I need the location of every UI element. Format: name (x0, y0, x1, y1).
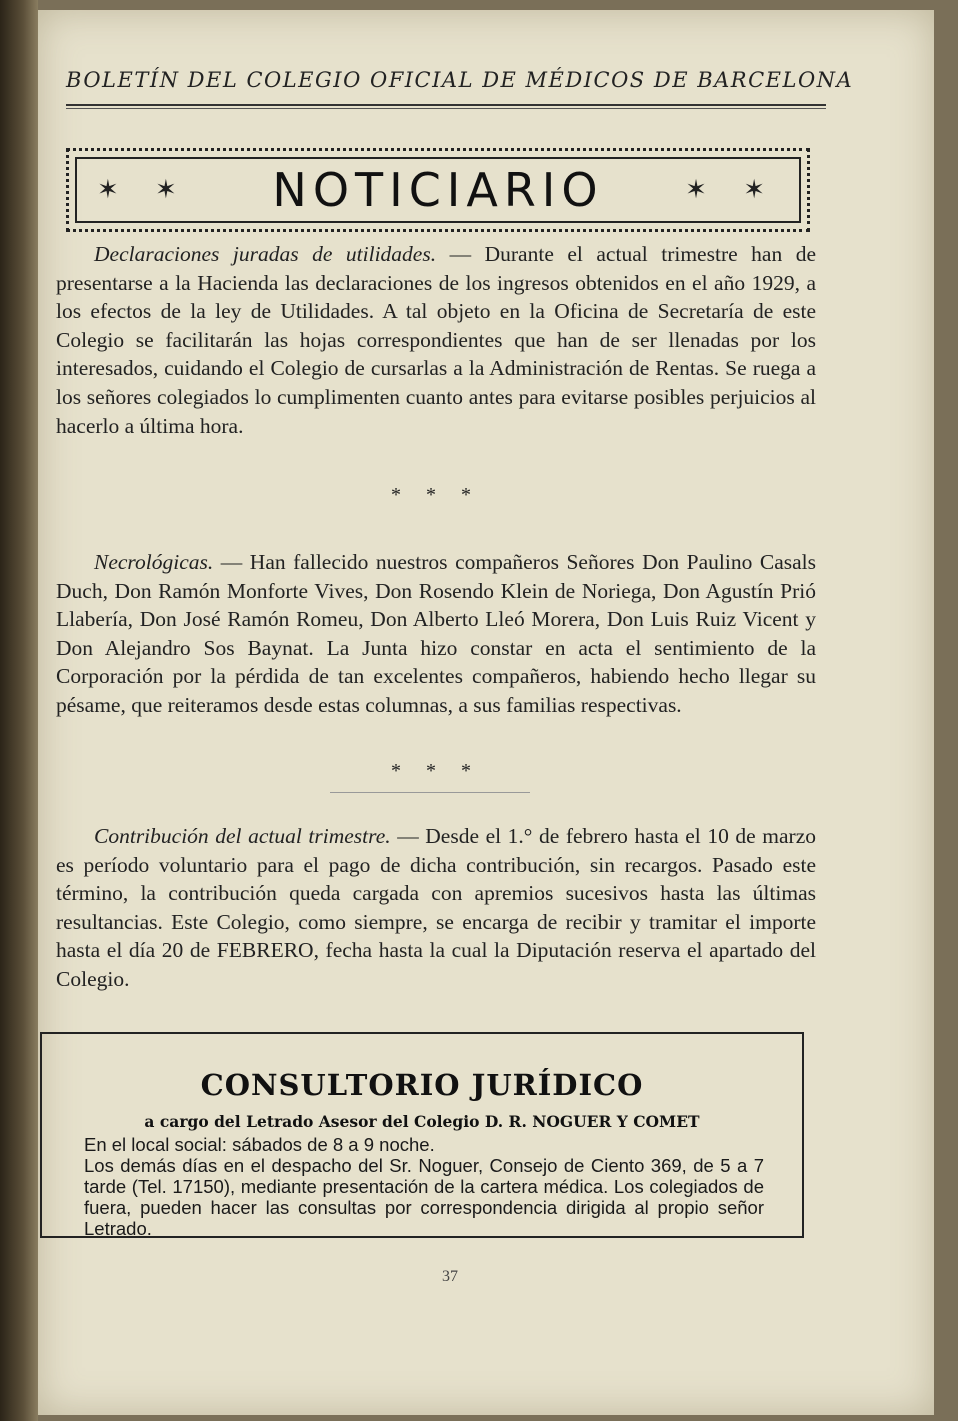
page-number: 37 (442, 1268, 458, 1285)
article-contribucion (56, 822, 816, 994)
header-rule (66, 104, 826, 106)
running-head: BOLETÍN DEL COLEGIO OFICIAL DE MÉDICOS DE BARCELONA (66, 68, 854, 92)
stars-right-icon: ✶ ✶ (685, 175, 779, 205)
article-lead: Declaraciones juradas de utilidades. (94, 242, 437, 266)
section-title: NOTICIARIO (272, 163, 604, 217)
section-banner-frame (75, 157, 801, 223)
consultorio-title: CONSULTORIO JURÍDICO (200, 1068, 644, 1102)
article-lead: Necrológicas. (94, 550, 214, 574)
consultorio-line-2: Los demás días en el despacho del Sr. Noguer, Consejo de Ciento 369, de 5 a 7 tarde (Tel. 17150), mediante presentación de la cartera médica. Los colegiados de fuera, pueden hacer las consultas por correspondencia dirigida al propio señor Letrado. (84, 1155, 764, 1239)
consultorio-box (40, 1032, 804, 1238)
separator-1: * * * (391, 484, 481, 506)
separator-rule (330, 792, 530, 793)
consultorio-subtitle: a cargo del Letrado Asesor del Colegio D. R. NOGUER Y COMET (144, 1112, 700, 1131)
consultorio-text (84, 1134, 764, 1239)
article-lead: Contribución del actual trimestre. (94, 824, 391, 848)
article-body: — Durante el actual trimestre han de presentarse a la Hacienda las declaraciones de los ingresos obtenidos en el año 1929, a los efectos de la ley de Utilidades. A tal objeto en la Oficina de Secretaría de este Colegio se facilitarán las hojas correspondientes que han de ser llenadas por los interesados, cuidando el Colegio de cursarlas a la Administración de Rentas. Se ruega a los señores colegiados lo cumplimenten cuanto antes para evitarse posibles perjuicios al hacerlo a última hora. (56, 242, 816, 438)
article-body: — Desde el 1.° de febrero hasta el 10 de marzo es período voluntario para el pago de dicha contribución, sin recargos. Pasado este término, la contribución queda cargada con apremios sucesivos hasta las últimas resultancias. Este Colegio, como siempre, se encarga de recibir y tramitar el importe hasta el día 20 de FEBRERO, fecha hasta la cual la Diputación reserva el apartado del Colegio. (56, 824, 817, 991)
stars-left-icon: ✶ ✶ (97, 175, 191, 205)
section-banner (66, 148, 810, 232)
consultorio-line-1: En el local social: sábados de 8 a 9 noche. (84, 1134, 435, 1155)
article-body: — Han fallecido nuestros compañeros Señores Don Paulino Casals Duch, Don Ramón Monforte Vives, Don Rosendo Klein de Noriega, Don Agustín Prió Llabería, Don José Ramón Romeu, Don Alberto Lleó Morera, Don Luis Ruiz Vicent y Don Alejandro Sos Baynat. La Junta hizo constar en acta el sentimiento de la Corporación por la pérdida de tan excelentes compañeros, habiendo hecho llegar su pésame, que reiteramos desde estas columnas, a sus familias respectivas. (56, 550, 816, 717)
article-necrologicas (56, 548, 816, 720)
separator-2: * * * (391, 760, 481, 782)
header-rule-thin (66, 108, 826, 109)
article-declaraciones (56, 240, 816, 440)
book-spine (0, 0, 38, 1421)
